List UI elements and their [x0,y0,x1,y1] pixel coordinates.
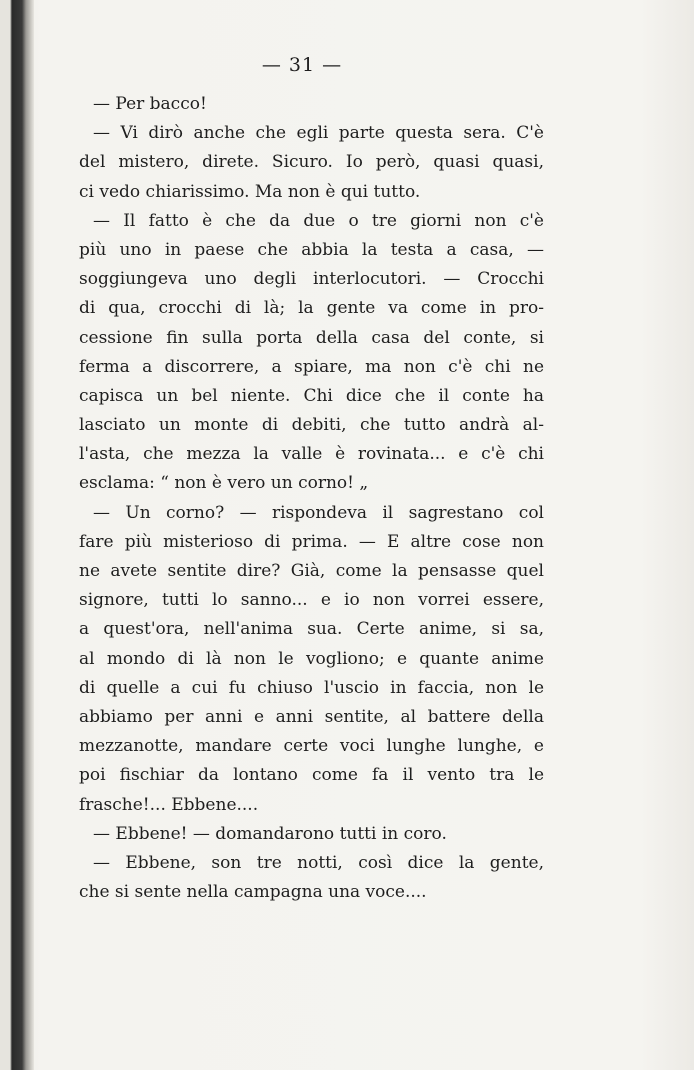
text-line: di quelle a cui fu chiuso l'uscio in faccia, non le [79,677,544,698]
text-line: mezzanotte, mandare certe voci lunghe lunghe, e [79,736,544,757]
text-line: — Un corno? — rispondeva il sagrestano col [93,502,544,523]
text-line: — Ebbene! — domandarono tutti in coro. [93,823,447,844]
text-line: del mistero, direte. Sicuro. Io però, quasi quasi, [79,152,544,173]
text-line: — Vi dirò anche che egli parte questa sera. C'è [93,123,544,144]
text-line: lasciato un monte di debiti, che tutto andrà al- [79,415,544,436]
text-line: frasche!... Ebbene.... [79,794,259,815]
text-line: a quest'ora, nell'anima sua. Certe anime, si sa, [79,619,544,640]
text-line: che si sente nella campagna una voce.... [79,882,427,903]
text-line: al mondo di là non le vogliono; e quante anime [79,648,544,669]
text-line: ferma a discorrere, a spiare, ma non c'è chi ne [79,356,544,377]
text-line: abbiamo per anni e anni sentite, al battere della [79,706,544,727]
text-line: fare più misterioso di prima. — E altre cose non [79,531,544,552]
text-line: di qua, crocchi di là; la gente va come in pro- [79,298,544,319]
text-line: poi fischiar da lontano come fa il vento tra le [79,765,544,786]
text-line: più uno in paese che abbia la testa a casa, — [79,239,544,260]
page-number: — 31 — [261,54,343,76]
text-line: signore, tutti lo sanno... e io non vorrei essere, [79,590,544,611]
body-text [79,90,544,907]
binding-edge [0,0,34,1070]
text-line: ne avete sentite dire? Già, come la pensasse quel [79,561,544,581]
text-line: cessione fin sulla porta della casa del conte, si [79,327,544,348]
text-line: soggiungeva uno degli interlocutori. — Crocchi [79,269,544,290]
text-line: — Ebbene, son tre notti, così dice la gente, [93,852,544,873]
text-line: l'asta, che mezza la valle è rovinata... e c'è chi [79,444,544,465]
text-line: — Per bacco! [93,94,207,114]
text-line: — Il fatto è che da due o tre giorni non c'è [93,210,544,231]
text-line: capisca un bel niente. Chi dice che il conte ha [79,385,544,406]
text-line: esclama: “ non è vero un corno! „ [79,473,369,494]
text-line: ci vedo chiarissimo. Ma non è qui tutto. [79,181,421,202]
